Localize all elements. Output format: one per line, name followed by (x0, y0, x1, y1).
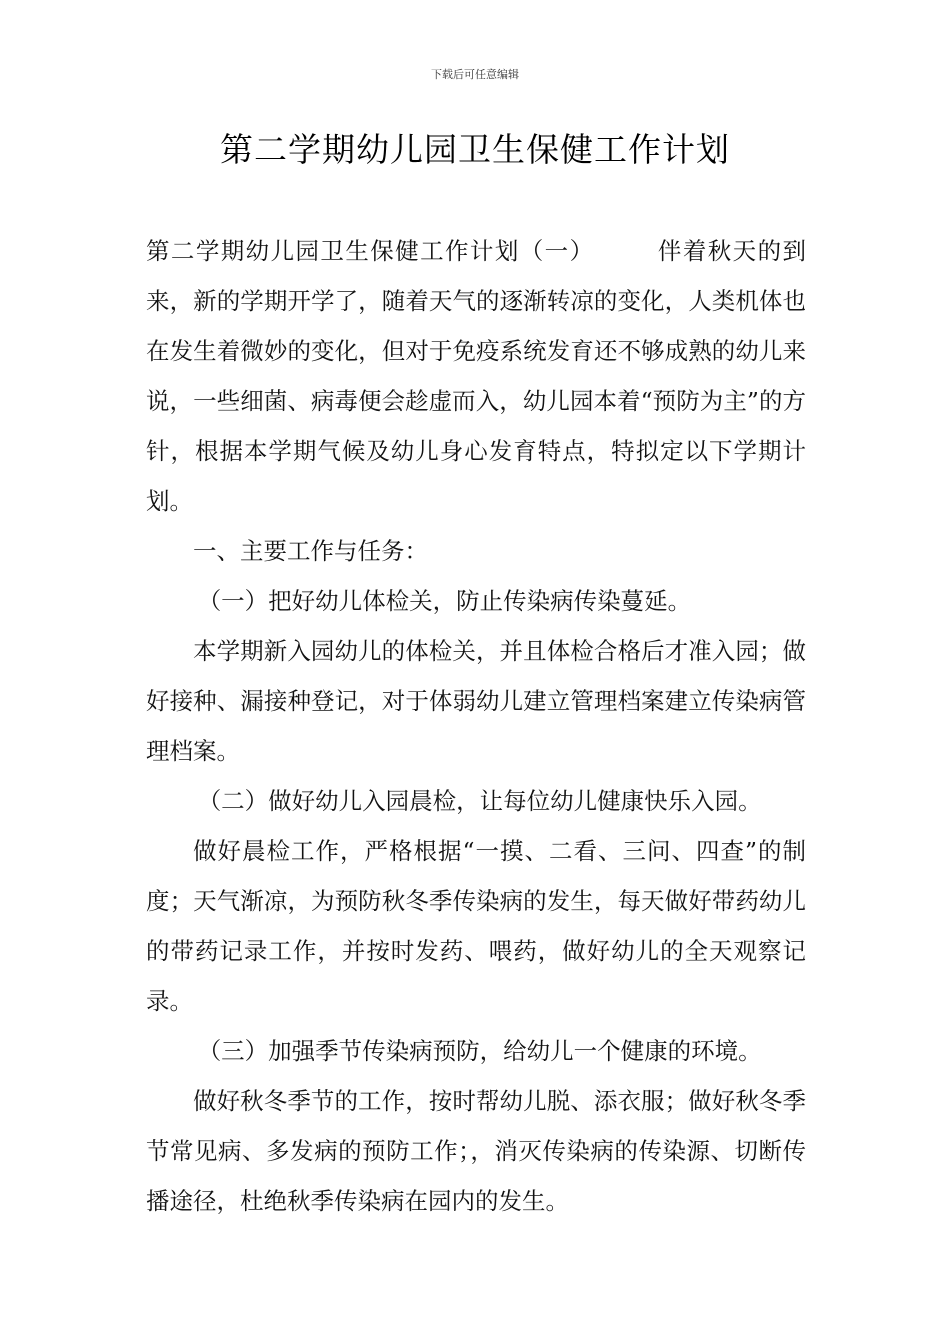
item-heading-2: （二）做好幼儿入园晨检，让每位幼儿健康快乐入园。 (197, 787, 762, 815)
section-heading-1: 一、主要工作与任务： (193, 537, 428, 565)
item-heading-3: （三）加强季节传染病预防，给幼儿一个健康的环境。 (197, 1037, 762, 1065)
item-body-2: 做好晨检工作，严格根据“一摸、二看、三问、四查”的制度；天气渐凉，为预防秋冬季传染病的发生，每天做好带药幼儿的带药记录工作，并按时发药、喂药，做好幼儿的全天观察记录。 (146, 837, 806, 1015)
item-heading-1: （一）把好幼儿体检关，防止传染病传染蔓延。 (197, 587, 692, 615)
intro-paragraph (146, 226, 806, 526)
header-note: 下载后可任意编辑 (431, 68, 519, 81)
item-body-1: 本学期新入园幼儿的体检关，并且体检合格后才准入园；做好接种、漏接种登记，对于体弱幼儿建立管理档案建立传染病管理档案。 (146, 637, 806, 765)
document-title: 第二学期幼儿园卫生保健工作计划 (220, 130, 730, 169)
intro-lead: 第二学期幼儿园卫生保健工作计划（一） (146, 237, 595, 265)
document-body (146, 226, 806, 1226)
intro-text: 伴着秋天的到来，新的学期开学了，随着天气的逐渐转凉的变化，人类机体也在发生着微妙的变化，但对于免疫系统发育还不够成熟的幼儿来说，一些细菌、病毒便会趁虚而入，幼儿园本着“预防为主”的方针，根据本学期气候及幼儿身心发育特点，特拟定以下学期计划。 (146, 237, 806, 515)
item-body-3: 做好秋冬季节的工作，按时帮幼儿脱、添衣服；做好秋冬季节常见病、多发病的预防工作；，消灭传染病的传染源、切断传播途径，杜绝秋季传染病在园内的发生。 (146, 1087, 806, 1215)
